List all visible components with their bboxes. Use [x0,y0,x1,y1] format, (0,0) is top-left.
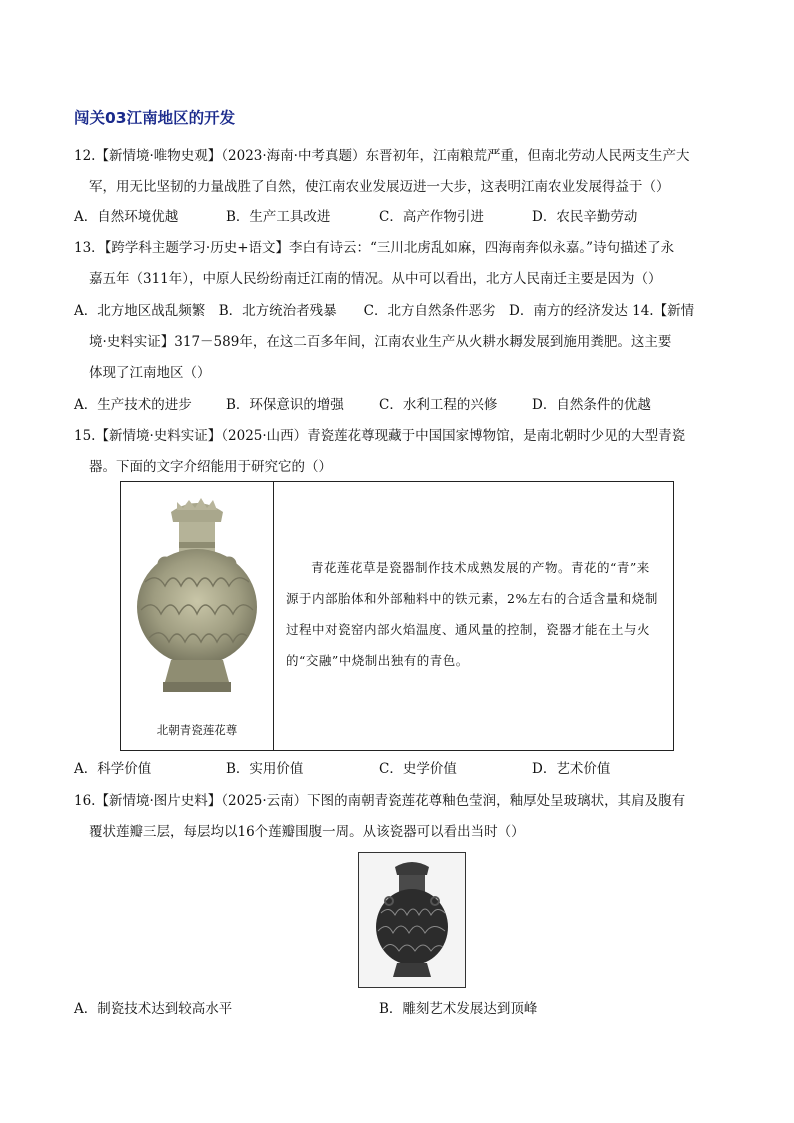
q14-stem-line1: 境·史料实证】317－589年，在这二百多年间，江南农业生产从火耕水耨发展到施用粪肥。这主要 [89,334,672,350]
q15-stem-line2: 器。下面的文字介绍能用于研究它的（） [89,459,332,475]
q16-stem-line1: 16.【新情境·图片史料】（2025·云南）下图的南朝青瓷莲花尊釉色莹润，釉厚处呈玻璃状，其肩及腹有 [74,793,686,809]
q14-option-a: A．生产技术的进步 [74,397,192,413]
q13-options-line: A．北方地区战乱频繁 B．北方统治者残暴 C．北方自然条件恶劣 D．南方的经济发达 14.【新情 [74,303,695,319]
vase-caption: 北朝青瓷莲花尊 [156,723,238,737]
q16-stem-line2: 覆状莲瓣三层，每层均以16个莲瓣围腹一周。从该瓷器可以看出当时（） [89,824,525,840]
vase-photo-cell [121,482,274,751]
q15-option-b: B．实用价值 [226,761,304,777]
q12-option-d: D．农民辛勤劳动 [532,209,638,225]
q16-option-a: A．制瓷技术达到较高水平 [74,1001,233,1017]
q13-stem-line1: 13．【跨学科主题学习·历史+语文】李白有诗云：“三川北虏乱如麻，四海南奔似永嘉。”诗句描述了永 [74,240,675,256]
q16-option-b: B．雕刻艺术发展达到顶峰 [379,1001,538,1017]
quote-cell [274,482,674,751]
q14-stem-line2: 体现了江南地区（） [89,365,211,381]
celadon-lotus-vase-image [121,482,273,717]
q15-option-d: D．艺术价值 [532,761,611,777]
q15-figure-table [120,481,674,751]
q13-stem-line2: 嘉五年（311年），中原人民纷纷南迁江南的情况。从中可以看出，北方人民南迁主要是因为（） [89,271,662,287]
q12-option-a: A．自然环境优越 [74,209,179,225]
q12-option-c: C．高产作物引进 [379,209,484,225]
q15-option-a: A．科学价值 [74,761,152,777]
section-title: 闯关03江南地区的开发 [74,109,236,127]
q12-option-b: B．生产工具改进 [226,209,331,225]
q15-stem-line1: 15.【新情境·史料实证】（2025·山西）青瓷莲花尊现藏于中国国家博物馆，是南北朝时少见的大型青瓷 [74,428,686,444]
southern-dynasty-vase-photo [358,852,466,988]
q14-option-b: B．环保意识的增强 [226,397,344,413]
dark-lotus-vase-image [359,853,465,987]
q15-option-c: C．史学价值 [379,761,457,777]
q12-stem-line1: 12.【新情境·唯物史观】（2023·海南·中考真题）东晋初年，江南粮荒严重，但南北劳动人民两支生产大 [74,148,690,164]
q12-stem-line2: 军，用无比坚韧的力量战胜了自然，使江南农业发展迈进一大步，这表明江南农业发展得益于（） [89,179,670,195]
q14-option-d: D．自然条件的优越 [532,397,651,413]
q14-option-c: C．水利工程的兴修 [379,397,498,413]
quote-text: 青花莲花草是瓷器制作技术成熟发展的产物。青花的“青”来源于内部胎体和外部釉料中的铁元素，2%左右的合适含量和烧制过程中对瓷窑内部火焰温度、通风量的控制，瓷器才能在土与火的“交融”中烧制出独有的青色。 [286,560,658,668]
